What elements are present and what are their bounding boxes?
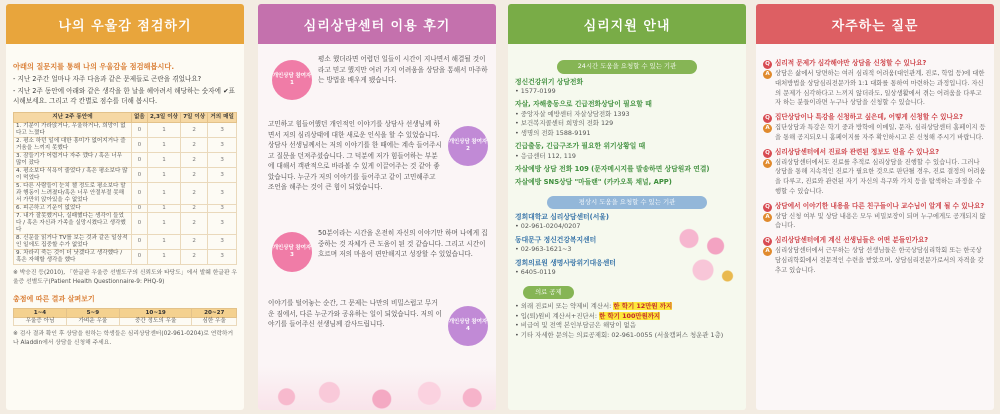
support-contact: • 6405-0119 — [515, 267, 556, 276]
score-cell[interactable]: 1 — [147, 234, 180, 249]
faq-question-text: 집단상담이나 특강을 신청하고 싶은데, 어떻게 신청할 수 있나요? — [775, 113, 964, 121]
q-mark-icon: Q — [763, 114, 772, 123]
table-row — [14, 168, 237, 183]
result-header: 1~4 — [14, 308, 67, 318]
intro-line: - 지난 2주 동안에 아래와 같은 생각을 한 날을 헤아려서 해당하는 숫자에 ✔표시해보세요. 그리고 각 칸별로 점수를 더해 봅시다. — [13, 86, 235, 105]
medical-text: • 외래 진료비 또는 약제비 계산서: — [515, 302, 614, 311]
score-cell[interactable]: 2 — [181, 249, 208, 264]
review-tag-2: 개인상담 참여자 2 — [448, 126, 488, 166]
result-note: ※ 검사 결과 확인 후 상담을 원하는 학생들은 심리상담센터(02-961-0204)로 연락하거나 Aladdin에서 상담을 신청해 주세요. — [13, 331, 234, 347]
question-text: 8. 신문을 읽거나 TV를 보는 것과 같은 일상적인 일에도 집중할 수가 없었다 — [14, 234, 132, 249]
review-tag-1: 개인상담 참여자 1 — [272, 60, 312, 100]
question-text: 3. 잠들기가 어렵거나 자주 깼다 / 혹은 너무 많이 잤다 — [14, 153, 132, 168]
faq-answer-text: 집단상담과 특강은 학기 중과 방학에 이메일, 문자, 심리상담센터 홈페이지 등을 통해 공지되오니 홈페이지를 자주 확인하시고 본 신청해 주시기 바랍니다. — [775, 124, 986, 141]
panel-depression-check — [6, 4, 244, 410]
medical-item — [515, 302, 739, 312]
score-cell[interactable]: 1 — [147, 205, 180, 213]
score-cell[interactable]: 0 — [132, 212, 148, 234]
support-contact: • 02-961-0204/0207 — [515, 222, 581, 231]
phq9-table — [13, 112, 237, 264]
q-mark-icon: Q — [763, 203, 772, 212]
review-tag-4: 개인상담 참여자 4 — [448, 306, 488, 346]
score-cell[interactable]: 3 — [208, 183, 237, 205]
faq-question — [763, 148, 987, 158]
faq-answer — [763, 69, 987, 108]
score-cell[interactable]: 2 — [181, 183, 208, 205]
score-cell[interactable]: 2 — [181, 234, 208, 249]
support-contact: • 1577-0199 — [515, 86, 556, 95]
faq-answer-text: 상담 신청 여부 및 상담 내용은 모두 비밀보장이 되며 누구에게도 공개되지 않습니다. — [775, 212, 986, 230]
faq-answer — [763, 246, 987, 275]
intro-line: - 지난 2주간 얼마나 자주 다음과 같은 문제들로 곤란을 겪었나요? — [13, 74, 202, 83]
faq-question-text: 상담에서 이야기한 내용을 다른 친구들이나 교수님이 알게 될 수 있나요? — [775, 201, 985, 210]
panel-support-guide — [508, 4, 746, 410]
section-tag-medical: 의료 공제 — [523, 286, 574, 300]
q-mark-icon: Q — [763, 149, 772, 158]
support-org: 자살예방 SNS상담 "마들랜" (카카오톡 채널, APP) — [515, 178, 672, 187]
table-row — [14, 153, 237, 168]
support-org: 자살, 자해충동으로 긴급전화상담이 필요할 때 — [515, 100, 652, 109]
score-cell[interactable]: 2 — [181, 138, 208, 153]
q-mark-icon: Q — [763, 237, 772, 246]
score-cell[interactable]: 1 — [147, 212, 180, 234]
table-header: 지난 2주 동안에 — [14, 113, 132, 123]
citation: ※ 박승진 등(2010), 「한글판 우울증 선별도구의 신뢰도와 타당도」에서 발췌 한글판 우울증 선별도구(Patient Health Questionnaire-9: PHQ-9) — [13, 269, 237, 285]
panel-title: 자주하는 질문 — [756, 4, 994, 44]
support-org: 긴급출동, 긴급구조가 필요한 위기상황일 때 — [515, 142, 646, 151]
support-org: 경희의료원 생명사랑위기대응센터 — [515, 258, 616, 267]
table-row — [14, 123, 237, 138]
faq-answer — [763, 158, 987, 197]
result-title: 총점에 따른 결과 살펴보기 — [13, 295, 95, 304]
medical-text: • 비급여 및 전액 본인부담금은 해당이 없음 — [515, 321, 636, 330]
result-header: 10~19 — [119, 308, 192, 318]
question-text: 2. 평소 하던 일에 대한 흥미가 없어지거나 즐거움을 느끼지 못했다 — [14, 138, 132, 153]
faq-question — [763, 202, 987, 212]
panel-reviews — [258, 4, 496, 410]
faq-question-text: 심리상담센터에서 진료와 관련된 정보도 얻을 수 있나요? — [775, 147, 940, 156]
score-cell[interactable]: 0 — [132, 138, 148, 153]
score-cell[interactable]: 1 — [147, 138, 180, 153]
result-header: 20~27 — [192, 308, 237, 318]
support-org: 동대문구 정신건강복지센터 — [515, 236, 597, 244]
score-cell[interactable]: 2 — [181, 153, 208, 168]
panel-title: 심리지원 안내 — [508, 4, 746, 44]
review-tag-3: 개인상담 참여자 3 — [272, 232, 312, 272]
score-cell[interactable]: 2 — [181, 205, 208, 213]
medical-highlight: 한 학기 100만원까지 — [599, 311, 661, 320]
score-cell[interactable]: 1 — [147, 183, 180, 205]
faq-answer-text: 심리상담센터에서도 진료를 추적로 심리상담을 진행할 수 있습니다. 그러나 상담을 통해 지속적인 진료가 필요한 것으로 판단될 경우, 진료 결정의 어려움을 다루고, 진료와 관련된 자기 자신의 욕구와 가치 등을 탐색하는 과정을 수행할 수 있습니다. — [775, 158, 986, 195]
table-row — [14, 249, 237, 264]
score-cell[interactable]: 1 — [147, 123, 180, 138]
faq-question — [763, 236, 987, 246]
score-cell[interactable]: 2 — [181, 168, 208, 183]
flower-decoration — [668, 216, 738, 291]
question-text: 6. 피곤하고 기운이 없었다 — [14, 205, 132, 213]
a-mark-icon: A — [763, 247, 772, 256]
faq-question-text: 심리적 문제가 심각해야만 상담을 신청할 수 있나요? — [775, 59, 927, 67]
question-text: 9. 차라리 죽는 것이 더 낫겠다고 생각했다 / 혹은 자해할 생각을 했다 — [14, 249, 132, 264]
review-text-1: 평소 했더라면 어렵던 일들이 시간이 지나면서 해결될 것이라고 믿고 했지만 여러 가지 어려움을 상담을 통해서 마주하는 방법을 배우게 됐습니다. — [318, 55, 488, 85]
medical-item — [515, 321, 739, 331]
result-value: 심한 우울 — [192, 318, 237, 326]
a-mark-icon: A — [763, 70, 772, 79]
question-text: 5. 다른 사람들이 눈치 챌 정도로 평소보다 말과 행동이 느려졌다/혹은 너무 안절부절 못해서 가만히 앉아있을 수 없었다 — [14, 183, 132, 205]
medical-text: • 기타 자세한 문의는 의료공제회: 02-961-0055 (서울캠퍼스 청운관 1층) — [515, 331, 724, 340]
medical-text: • 입(퇴)원비 계산서+진단서: — [515, 311, 600, 320]
table-header: 2,3일 이상 — [147, 113, 180, 123]
panel-faq — [756, 4, 994, 410]
intro-title: 아래의 질문지를 통해 나의 우울감을 점검해봅시다. — [13, 62, 175, 71]
support-contact: • 02-963-1621~3 — [515, 245, 572, 254]
score-cell[interactable]: 1 — [147, 168, 180, 183]
review-text-2: 고민하고 힘들어했던 개인적인 이야기를 상담사 선생님께 하면서 저의 심리상태에 대한 새로운 인식을 할 수 있었습니다. 상담사 선생님께서는 저의 이야기를 한 때에는 계속 들어주시고 질문을 던져주셨습니다. 그 덕분에 저가 힘들어하는 부분에 대해서 객관적으로 바라볼 수 있게 이끌어주는 것 같아 좋았습니다. 누군가 저의 이야기를 들어주고 같이 고민해주고 조언을 해주는 것이 큰 힘이 되었습니다. — [268, 120, 442, 192]
question-text: 4. 평소보다 식욕이 줄었다 / 혹은 평소보다 많이 먹었다 — [14, 168, 132, 183]
support-org: 정신건강위기 상담전화 — [515, 77, 584, 86]
support-contact: • 생명의 전화 1588-9191 — [515, 128, 591, 137]
panel-title: 심리상담센터 이용 후기 — [258, 4, 496, 44]
table-header: 없음 — [132, 113, 148, 123]
score-cell[interactable]: 0 — [132, 168, 148, 183]
table-row — [14, 138, 237, 153]
table-header: 거의 매일 — [208, 113, 237, 123]
faq-answer — [763, 123, 987, 143]
score-cell[interactable]: 3 — [208, 153, 237, 168]
a-mark-icon: A — [763, 159, 772, 168]
section-tag-regular: 평상시 도움을 요청할 수 있는 기관 — [547, 196, 707, 210]
score-cell[interactable]: 0 — [132, 205, 148, 213]
result-header: 5~9 — [66, 308, 119, 318]
score-cell[interactable]: 0 — [132, 234, 148, 249]
score-cell[interactable]: 3 — [208, 205, 237, 213]
score-cell[interactable]: 2 — [181, 212, 208, 234]
support-org: 자살예방 상담 전화 109 (문자메시지를 발송하면 상담원과 연결) — [515, 165, 710, 174]
result-table — [13, 308, 237, 327]
support-org: 경희대학교 심리상담센터(서울) — [515, 213, 609, 222]
table-header: 7일 이상 — [181, 113, 208, 123]
score-cell[interactable]: 1 — [147, 153, 180, 168]
review-text-4: 이야기를 털어놓는 순간, 그 문제는 나만의 비밀스럽고 무거운 짐에서, 다른 누군가와 공유하는 일이 되었습니다. 저의 이야기를 들어주신 선생님께 감사드립니다. — [268, 299, 442, 329]
faq-answer — [763, 212, 987, 232]
section-tag-24h: 24시간 도움을 요청할 수 있는 기관 — [557, 60, 697, 74]
score-cell[interactable]: 3 — [208, 123, 237, 138]
score-cell[interactable]: 2 — [181, 123, 208, 138]
result-value: 중간 정도의 우울 — [119, 318, 192, 326]
result-value: 우울증 아님 — [14, 318, 67, 326]
flower-decoration — [258, 366, 496, 410]
faq-question — [763, 59, 987, 69]
result-value: 가벼운 우울 — [66, 318, 119, 326]
score-cell[interactable]: 3 — [208, 234, 237, 249]
faq-question — [763, 113, 987, 123]
question-text: 7. 내가 잘못했거나, 실패했다는 생각이 들었다 / 혹은 자신과 가족을 실망시켰다고 생각했다 — [14, 212, 132, 234]
table-row — [14, 183, 237, 205]
medical-item — [515, 312, 739, 322]
score-cell[interactable]: 1 — [147, 249, 180, 264]
score-cell[interactable]: 0 — [132, 123, 148, 138]
faq-answer-text: 상담은 삶에서 당면하는 여러 심리적 어려움(대인관계, 진로, 학업 등)에 대한 대처방법을 상담심리전문가와 1:1 대화를 통하여 마련하는 과정입니다. 자신의 문제가 심각하다고 느끼지 않더라도, 일상생활에서 겪는 어려움을 다루고자 하는 분들이라면 누구나 상담을 신청할 수 있습니다. — [775, 70, 985, 107]
table-row — [14, 234, 237, 249]
score-cell[interactable]: 3 — [208, 249, 237, 264]
review-text-3: 50분이라는 시간을 온전히 자신의 이야기만 하며 나에게 집중하는 것 자체가 큰 도움이 된 것 같습니다. 그리고 시간이 흐르며 저의 마음이 편안해지고 성장할 수 있었습니다. — [318, 229, 488, 259]
score-cell[interactable]: 3 — [208, 138, 237, 153]
q-mark-icon: Q — [763, 60, 772, 69]
question-text: 1. 기분이 가라앉거나, 우울하거나, 희망이 없다고 느꼈다 — [14, 123, 132, 138]
faq-question-text: 심리상담센터에게 계신 선생님들은 어떤 분들인가요? — [775, 236, 929, 244]
support-contact: • 중앙자살 예방센터 자살상담전화 1393 — [515, 109, 630, 118]
support-contact: • 응급센터 112, 119 — [515, 151, 576, 160]
score-cell[interactable]: 3 — [208, 212, 237, 234]
score-cell[interactable]: 0 — [132, 249, 148, 264]
table-row — [14, 212, 237, 234]
score-cell[interactable]: 3 — [208, 168, 237, 183]
a-mark-icon: A — [763, 124, 772, 133]
a-mark-icon: A — [763, 213, 772, 222]
score-cell[interactable]: 0 — [132, 183, 148, 205]
table-row — [14, 205, 237, 213]
panel-title: 나의 우울감 점검하기 — [6, 4, 244, 44]
faq-answer-text: 심리상담센터에서 근무하는 상담 선생님들은 한국상담심리학회 또는 한국상담심리학회에서 전문적인 수련을 받았으며, 상담심리전문가로서의 자격을 갖추고 있습니다. — [775, 247, 984, 274]
support-contact: • 보건복지콜센터 희망의 전화 129 — [515, 119, 614, 128]
medical-item — [515, 331, 739, 341]
score-cell[interactable]: 0 — [132, 153, 148, 168]
medical-highlight: 한 학기 12만원 까지 — [613, 302, 673, 311]
